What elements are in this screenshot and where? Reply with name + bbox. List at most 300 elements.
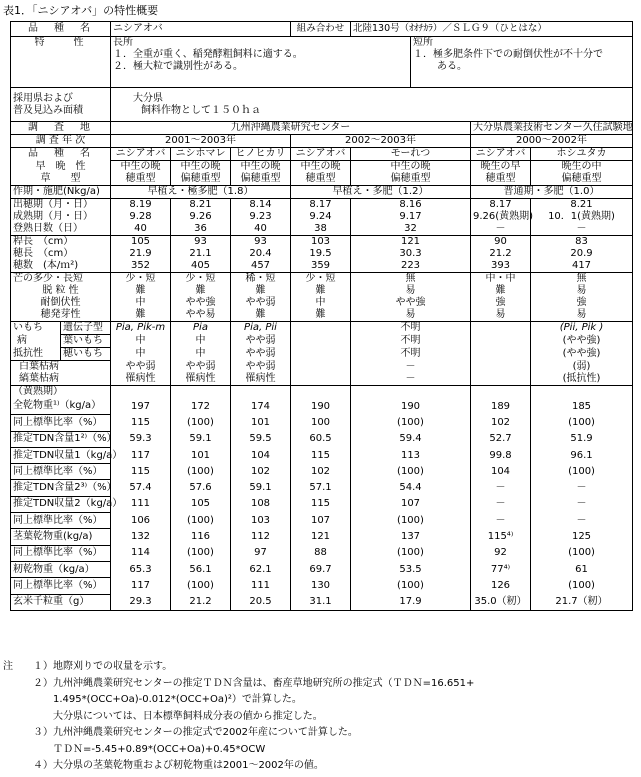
cell: 21.9 [111, 248, 171, 260]
cell: 125 [531, 529, 633, 545]
cell: 189 [471, 399, 531, 415]
cell: 36 [171, 223, 231, 236]
name-value: ニシアオバ [111, 22, 291, 37]
row-plant-type [11, 173, 633, 186]
cell: 難 [291, 309, 351, 322]
cell: 少・短 [171, 273, 231, 286]
cell: Pia [171, 322, 231, 335]
pros-item-1: １．全重が重く、稲発酵粗飼料に適する。 [113, 49, 303, 60]
plant-type-value: 偏穂重型 [351, 173, 471, 186]
cultivation-3: 普通期・多肥（1.0） [471, 186, 633, 199]
cell: 中 [171, 348, 231, 361]
variety-name: ニシアオバ [471, 148, 531, 161]
variety-name: ヒノヒカリ [231, 148, 291, 161]
cell: 40 [111, 223, 171, 236]
ripening-label: 成熟期（月・日） [11, 211, 111, 223]
cell: － [531, 496, 633, 512]
site-kyushu: 九州沖縄農業研究センター [111, 122, 471, 135]
cons-cell [411, 37, 633, 88]
cell: 115 [111, 415, 171, 431]
row-leaf-blast [11, 335, 633, 348]
cell: やや易 [171, 309, 231, 322]
cell: 115 [291, 447, 351, 463]
row-days [11, 223, 633, 236]
row-culm [11, 236, 633, 249]
cell: 56.1 [171, 561, 231, 577]
stripe-label: 縞葉枯病 [11, 373, 111, 386]
cell [231, 386, 291, 399]
row-heading [11, 199, 633, 212]
yield-row [11, 496, 633, 512]
cell: 9.26(黄熟期) [471, 211, 531, 223]
plant-type-value: 偏穂重型 [171, 173, 231, 186]
combo-label: 組み合わせ [291, 22, 351, 37]
footnotes [3, 659, 639, 775]
sites-label: 調 査 地 [11, 122, 111, 135]
cell: 難 [291, 285, 351, 297]
shatter-label: 脱 粒 性 [11, 285, 111, 297]
yield-row [11, 545, 633, 561]
maturity-value: 中生の晩 [111, 161, 171, 174]
cell: やや弱 [231, 361, 291, 374]
cell: 20.4 [231, 248, 291, 260]
cell: (100) [351, 415, 471, 431]
variety-name: ニシアオバ [111, 148, 171, 161]
cell [471, 348, 531, 361]
cell: 9.23 [231, 211, 291, 223]
yield-row-label: 同上標準比率（%） [11, 415, 111, 431]
cell: 114 [111, 545, 171, 561]
row-maturity [11, 161, 633, 174]
row-adoption [11, 88, 633, 122]
maturity-value: 晩生の中 [531, 161, 633, 174]
adopt-value [111, 88, 633, 122]
cell: 96.1 [531, 447, 633, 463]
cell: 90 [471, 236, 531, 249]
cell: 少・短 [111, 273, 171, 286]
cell: (やや強) [531, 348, 633, 361]
cell: 中 [171, 335, 231, 348]
cell: 8.19 [111, 199, 171, 212]
adopt-label-line2: 普及見込み面積 [13, 104, 83, 116]
cons-item-1: １．極多肥条件下での耐倒伏性が不十分で [413, 49, 603, 60]
cell: (100) [351, 513, 471, 529]
yield-row [11, 415, 633, 431]
leaf-blast-label: 葉いもち [61, 335, 111, 348]
cell: 103 [231, 513, 291, 529]
cell: (100) [171, 545, 231, 561]
row-white-blight [11, 361, 633, 374]
white-blight-label: 白葉枯病 [11, 361, 111, 374]
row-panicle-length [11, 248, 633, 260]
years-2: 2002～2003年 [291, 135, 471, 148]
panicles-label: 穂数 (本/ｍ²) [11, 260, 111, 273]
cell: 117 [111, 578, 171, 594]
cell: 10．1(黄熟期) [531, 211, 633, 223]
cell: 中 [111, 348, 171, 361]
footnote: ２）九州沖縄農業研究センターの推定ＴＤＮ含量は、畜産草地研究所の推定式（ＴＤＮ=16.651+ [3, 677, 475, 689]
cell [291, 373, 351, 386]
yield-row-label: 推定TDN収量1（kg/a） [11, 447, 111, 463]
footnote: 1.495*(OCC+Oa)-0.012*(OCC+Oa)²）で計算した。 [3, 694, 302, 705]
cell: 113 [351, 447, 471, 463]
yield-row-label: 推定TDN含量2³⁾（%） [11, 480, 111, 496]
row-variety-name [11, 22, 633, 37]
cell: 無 [531, 273, 633, 286]
row-sites [11, 122, 633, 135]
variety-name: モーれつ [351, 148, 471, 161]
yield-row [11, 529, 633, 545]
cell: 190 [351, 399, 471, 415]
cell: 59.1 [231, 480, 291, 496]
cell [171, 386, 231, 399]
cell: 197 [111, 399, 171, 415]
cell: 61 [531, 561, 633, 577]
pros-title: 長所 [113, 37, 133, 48]
cell: 102 [471, 415, 531, 431]
cell: 29.3 [111, 594, 171, 610]
footnote: ３）九州沖縄農業研究センターの推定式で2002年産について計算した。 [3, 727, 358, 738]
row-sprouting [11, 309, 633, 322]
resistance-category: 抵抗性 [11, 348, 61, 361]
variety-name: ニシアオバ [291, 148, 351, 161]
cell: 115 [111, 464, 171, 480]
yield-row-label: 推定TDN含量1²⁾（%） [11, 431, 111, 447]
cell: 132 [111, 529, 171, 545]
years-3: 2000～2002年 [471, 135, 633, 148]
row-lodging [11, 297, 633, 309]
cell: － [531, 480, 633, 496]
cell: 不明 [351, 335, 471, 348]
cell: 35.0（籾） [471, 594, 531, 610]
cell [531, 386, 633, 399]
cell: 359 [291, 260, 351, 273]
cell: 中 [111, 335, 171, 348]
cell: 101 [171, 447, 231, 463]
cell: 中 [291, 297, 351, 309]
footnote: ４）大分県の茎葉乾物重および籾乾物重は2001～2002年の値。 [3, 760, 324, 771]
cell: － [471, 496, 531, 512]
pros-cell [111, 37, 411, 88]
cell: 難 [111, 285, 171, 297]
cell: 53.5 [351, 561, 471, 577]
yield-rows [11, 399, 633, 611]
cell: 不明 [351, 322, 471, 335]
cell [111, 386, 171, 399]
cell: 51.9 [531, 431, 633, 447]
cell: 易 [471, 309, 531, 322]
cell: 137 [351, 529, 471, 545]
cell: 130 [291, 578, 351, 594]
cell: 115 [291, 496, 351, 512]
cell: 103 [291, 236, 351, 249]
cell: (100) [531, 578, 633, 594]
cell: 107 [351, 496, 471, 512]
panicle-label: 穂長 （cm） [11, 248, 111, 260]
cell: 20.5 [231, 594, 291, 610]
cell: 117 [111, 447, 171, 463]
cell: やや弱 [171, 361, 231, 374]
cell: 難 [231, 309, 291, 322]
cell: 59.4 [351, 431, 471, 447]
cell: 102 [231, 464, 291, 480]
cell: Pia, Pii [231, 322, 291, 335]
yield-row [11, 464, 633, 480]
trait-label: 特 性 [11, 37, 111, 88]
cell: 393 [471, 260, 531, 273]
cell: － [531, 513, 633, 529]
cell: 97 [231, 545, 291, 561]
cons-title: 短所 [413, 37, 433, 48]
row-ripening [11, 211, 633, 223]
variety-name: ホシユタカ [531, 148, 633, 161]
cell: (100) [351, 464, 471, 480]
cell: － [471, 480, 531, 496]
cell: － [351, 361, 471, 374]
cell: 105 [171, 496, 231, 512]
cell: 185 [531, 399, 633, 415]
cell: 190 [291, 399, 351, 415]
cell: 8.16 [351, 199, 471, 212]
cell: 69.7 [291, 561, 351, 577]
cell: 17.9 [351, 594, 471, 610]
cell: 457 [231, 260, 291, 273]
cell: 57.6 [171, 480, 231, 496]
cell: (Pii, Pik ) [531, 322, 633, 335]
plant-type-value: 穂重型 [471, 173, 531, 186]
cell [291, 386, 351, 399]
cell: 108 [231, 496, 291, 512]
yield-row-label: 籾乾物重（kg/a） [11, 561, 111, 577]
cell: － [531, 223, 633, 236]
cell: 77⁴⁾ [471, 561, 531, 577]
yield-row [11, 431, 633, 447]
culm-label: 稈長 （cm） [11, 236, 111, 249]
cell: 99.8 [471, 447, 531, 463]
cell: 83 [531, 236, 633, 249]
yield-row-label: 推定TDN収量2（kg/a） [11, 496, 111, 512]
adopt-value-line1: 大分県 [133, 92, 163, 104]
cell [291, 335, 351, 348]
cell [291, 361, 351, 374]
maturity-value: 中生の晩 [291, 161, 351, 174]
adopt-value-line2: 飼料作物として１５０ｈａ [141, 104, 261, 116]
table-title: 表1．「ニシアオバ」の特性概要 [3, 4, 159, 17]
lodging-label: 耐倒伏性 [11, 297, 111, 309]
cell: 強 [471, 297, 531, 309]
row-stripe [11, 373, 633, 386]
yield-row [11, 447, 633, 463]
cell [471, 373, 531, 386]
sprouting-label: 穂発芽性 [11, 309, 111, 322]
cell: 20.9 [531, 248, 633, 260]
cell: (100) [531, 464, 633, 480]
cell: やや強 [171, 297, 231, 309]
cell: (100) [351, 578, 471, 594]
row-neck-blast [11, 348, 633, 361]
cell: 405 [171, 260, 231, 273]
cell: － [471, 223, 531, 236]
cell [471, 361, 531, 374]
footnote: 大分県については、日本標準飼料成分表の値から推定した。 [3, 710, 323, 722]
cell: 59.3 [111, 431, 171, 447]
row-varieties [11, 148, 633, 161]
cell: 38 [291, 223, 351, 236]
maturity-value: 中生の晩 [171, 161, 231, 174]
cell: 93 [231, 236, 291, 249]
cell: やや弱 [231, 297, 291, 309]
cell: 9.28 [111, 211, 171, 223]
cell: 9.24 [291, 211, 351, 223]
row-traits [11, 37, 633, 88]
cell: 中・中 [471, 273, 531, 286]
years-1: 2001～2003年 [111, 135, 291, 148]
site-oita: 大分県農業技術センター久住試験地 [471, 122, 633, 135]
combo-value: 北陸130号（ｵｵﾁｶﾗ）／ＳＬＧ９（ひとはな） [351, 22, 633, 37]
row-years [11, 135, 633, 148]
yield-row-label: 茎葉乾物重(kg/a) [11, 529, 111, 545]
cell: 8.21 [531, 199, 633, 212]
plant-type-value: 偏穂重型 [231, 173, 291, 186]
yield-row-label: 同上標準比率（%） [11, 513, 111, 529]
cell: 100 [291, 415, 351, 431]
cell: 9.17 [351, 211, 471, 223]
gene-label: 遺伝子型 [61, 322, 111, 335]
cell: 93 [171, 236, 231, 249]
cell: 罹病性 [171, 373, 231, 386]
cell: 少・短 [291, 273, 351, 286]
maturity-value: 中生の晩 [351, 161, 471, 174]
cell: 31.1 [291, 594, 351, 610]
cell: 32 [351, 223, 471, 236]
yield-row-label: 同上標準比率（%） [11, 545, 111, 561]
cell: 54.4 [351, 480, 471, 496]
cell: (抵抗性) [531, 373, 633, 386]
yield-row-label: 玄米千粒重（g） [11, 594, 111, 610]
cell [291, 348, 351, 361]
cell: 88 [291, 545, 351, 561]
cell: 中 [111, 297, 171, 309]
cell: 難 [171, 285, 231, 297]
cell: 65.3 [111, 561, 171, 577]
cell: 40 [231, 223, 291, 236]
cell: 易 [531, 309, 633, 322]
cultivation-label: 作期・施肥(Nkg/a) [11, 186, 111, 199]
yield-row-label: 全乾物重¹⁾（kg/a） [11, 399, 111, 415]
years-label: 調 査 年 次 [11, 135, 111, 148]
cell: 111 [111, 496, 171, 512]
yield-row [11, 513, 633, 529]
yellow-stage-label: （黄熟期） [11, 386, 111, 399]
cell [471, 335, 531, 348]
cell: 115⁴⁾ [471, 529, 531, 545]
cell: 強 [531, 297, 633, 309]
yield-row [11, 480, 633, 496]
cell: (100) [351, 545, 471, 561]
cell: 172 [171, 399, 231, 415]
yield-row-label: 同上標準比率（%） [11, 578, 111, 594]
cell: やや弱 [111, 361, 171, 374]
cell: 352 [111, 260, 171, 273]
cell: 不明 [351, 348, 471, 361]
cell [351, 386, 471, 399]
maturity-value: 晩生の早 [471, 161, 531, 174]
cell [471, 386, 531, 399]
plant-type-value: 穂重型 [111, 173, 171, 186]
awn-label: 芒の多少・長短 [11, 273, 111, 286]
plant-type-label: 草 型 [11, 173, 111, 186]
blast-category: いもち [11, 322, 61, 335]
name-label: 品 種 名 [11, 22, 111, 37]
cell: 9.26 [171, 211, 231, 223]
cons-item-2: ある。 [437, 61, 467, 72]
row-panicle-count [11, 260, 633, 273]
cell: 111 [231, 578, 291, 594]
cell: やや強 [351, 297, 471, 309]
cultivation-2: 早植え・多肥（1.2） [291, 186, 471, 199]
cell: 174 [231, 399, 291, 415]
cell: (100) [171, 464, 231, 480]
cell [291, 322, 351, 335]
plant-type-value: 穂重型 [291, 173, 351, 186]
cell: 罹病性 [111, 373, 171, 386]
cell: 104 [231, 447, 291, 463]
cultivation-1: 早植え・極多肥（1.8） [111, 186, 291, 199]
maturity-label: 早 晩 性 [11, 161, 111, 174]
cell: (弱) [531, 361, 633, 374]
cell: － [471, 513, 531, 529]
cell: 8.14 [231, 199, 291, 212]
cell: 難 [231, 285, 291, 297]
adopt-label [11, 88, 111, 122]
cell: やや弱 [231, 348, 291, 361]
cell: 19.5 [291, 248, 351, 260]
cell: 417 [531, 260, 633, 273]
cell: 30.3 [351, 248, 471, 260]
cell: 121 [291, 529, 351, 545]
row-awn [11, 273, 633, 286]
cell: 126 [471, 578, 531, 594]
characteristics-table [10, 21, 633, 611]
cell: 21.1 [171, 248, 231, 260]
cell: (100) [171, 513, 231, 529]
cell: (100) [171, 415, 231, 431]
cell: 116 [171, 529, 231, 545]
cell: 8.17 [291, 199, 351, 212]
cell: 105 [111, 236, 171, 249]
cell: (100) [531, 415, 633, 431]
cell: 104 [471, 464, 531, 480]
cell: 59.5 [231, 431, 291, 447]
cell: (100) [531, 545, 633, 561]
variety-name: ニシホマレ [171, 148, 231, 161]
cell: やや弱 [231, 335, 291, 348]
cell [471, 322, 531, 335]
cell: 62.1 [231, 561, 291, 577]
cell: 101 [231, 415, 291, 431]
cell: 21.2 [471, 248, 531, 260]
cell: 52.7 [471, 431, 531, 447]
cell: 106 [111, 513, 171, 529]
cell: 難 [471, 285, 531, 297]
cell: 112 [231, 529, 291, 545]
cell: 稀・短 [231, 273, 291, 286]
row-cultivation [11, 186, 633, 199]
yield-row [11, 399, 633, 415]
maturity-value: 中生の晩 [231, 161, 291, 174]
yield-row-label: 同上標準比率（%） [11, 464, 111, 480]
cell: (やや強) [531, 335, 633, 348]
